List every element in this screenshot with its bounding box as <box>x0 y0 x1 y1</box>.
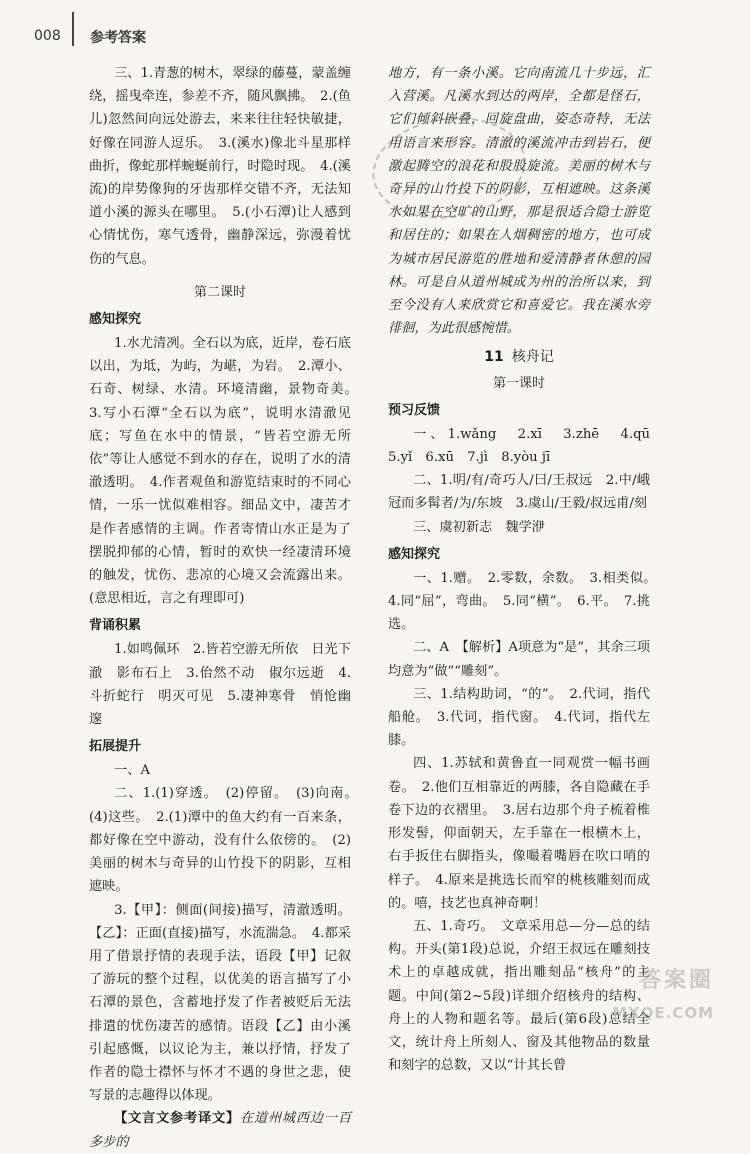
lesson-title: 第一课时 <box>492 375 545 391</box>
answer-paragraph: 五、1.奇巧。 文章采用总—分—总的结构。开头(第1段)总说，介绍王叔远在雕刻技术上的卓越成就，指出雕刻品“核舟”的主题。中间(第2~5段)详细介绍核舟的结构、舟上的人物和题名等。最后(第6段)总结全文，统计舟上所刻人、窗及其他物品的数量和刻字的总数，又以“计其长曾 <box>388 918 650 1074</box>
answer-paragraph: 1.如鸣佩环 2.皆若空游无所依 日光下澈 影布石上 3.佁然不动 俶尔远逝 4.斗折蛇行 明灭可见 5.凄神寒骨 悄怆幽邃 <box>89 642 351 728</box>
translation-continued: 地方，有一条小溪。它向南流几十步远，汇入营溪。凡溪水到达的两岸，全都是怪石，它们倾斜嵌叠，回旋盘曲，姿态奇特，无法用语言来形容。清澈的溪流冲击到岩石，便激起腾空的浪花和股股旋流。美丽的树木与奇异的山竹投下的阴影，互相遮映。这条溪水如果在空旷的山野，那是很适合隐士游览和居住的；如果在人烟稠密的地方，也可成为城市居民游览的胜地和爱清静者休憩的园林。可是自从道州城成为州的治所以来，到至今没有人来欣赏它和喜爱它。我在溪水旁徘徊，为此很感惋惜。 <box>388 66 650 337</box>
left-column <box>89 62 365 1154</box>
answer-paragraph: 三、虞初新志 魏学洢 <box>413 519 545 535</box>
section-heading: 预习反馈 <box>388 402 441 418</box>
header-divider <box>72 12 74 46</box>
answer-paragraph: 四、1.苏轼和黄鲁直一同观赏一幅书画卷。 2.他们互相靠近的两膝，各自隐藏在手卷下边的衣褶里。 3.居右边那个舟子梳着椎形发髻，仰面朝天，左手靠在一根横木上，右手扳住右脚指头，像嘬着嘴唇在吹口哨的样子。 4.原来是挑选长而窄的桃核雕刻而成的。嘻，技艺也真神奇啊！ <box>388 756 650 911</box>
answer-paragraph: 二、1.(1)穿透。 (2)停留。 (3)向南。 (4)这些。 2.(1)潭中的鱼大约有一百来条，都好像在空中游动，没有什么依傍的。 (2)美丽的树木与奇异的山竹投下的阴影，互相遮映。 <box>89 786 365 895</box>
answer-paragraph: 二、1.明/有/奇巧人/曰/王叔远 2.中/峨冠而多髯者/为/东坡 3.虞山/王毅/叔远甫/刻 <box>388 473 650 512</box>
answer-paragraph: 一、1.wǎng 2.xī 3.zhē 4.qū 5.yǐ 6.xū 7.jì 8.yòu jī <box>388 426 664 466</box>
page-number: 008 <box>34 28 61 44</box>
chapter-number: 11 <box>484 349 504 366</box>
translation-label: 【文言文参考译文】 <box>114 1111 240 1127</box>
section-heading: 感知探究 <box>89 312 142 328</box>
answer-paragraph: 一、1.赠。 2.零数，余数。 3.相类似。 4.同“屈”，弯曲。 5.同“横”。 6.平。 7.挑选。 <box>388 570 664 633</box>
answer-paragraph: 1.水尤清冽。全石以为底，近岸，卷石底以出，为坻，为屿，为嵁，为岩。 2.潭小、石奇、树绿、水清。环境清幽，景物奇美。 3.写小石潭“全石以为底”，说明水清澈见底；写鱼在水中的情景，“皆若空游无所依”等让人感觉不到水的存在，说明了水的清澈透明。 4.作者观鱼和游览结束时的不同心情，一乐一忧似难相容。细品文中，凄苦才是作者感情的主调。作者寄情山水正是为了摆脱抑郁的心情，暂时的欢快一经凄清环境的触发，忧伤、悲凉的心境又会流露出来。(意思相近，言之有理即可) <box>89 336 365 607</box>
answer-paragraph: 三、1.结构助词，“的”。 2.代词，指代船舱。 3.代词，指代窗。 4.代词，指代左膝。 <box>388 686 650 749</box>
section-heading: 背诵积累 <box>89 618 142 634</box>
answer-paragraph: 一、A <box>114 763 150 779</box>
answer-paragraph: 3.【甲】：侧面(间接)描写，清澈透明。【乙】：正面(直接)描写，水流湍急。 4.都采用了借景抒情的表现手法，语段【甲】记叙了游玩的整个过程，以优美的语言描写了小石潭的景色，含蓄地抒发了作者被贬后无法排遣的忧伤凄苦的感情。语段【乙】由小溪引起感慨，以议论为主，兼以抒情，抒发了作者的隐士襟怀与怀才不遇的身世之悲，使写景的志趣得以体现。 <box>89 902 351 1104</box>
lesson-title: 第二课时 <box>193 284 246 300</box>
page-header <box>0 0 750 60</box>
translation-paragraph <box>89 1107 351 1153</box>
watermark-logo: 答案圈 <box>638 968 714 993</box>
section-heading: 感知探究 <box>388 546 441 562</box>
answer-paragraph: 二、A 【解析】A项意为“是”，其余三项均意为“做”“雕刻”。 <box>388 640 651 679</box>
chapter-heading <box>388 346 650 369</box>
translation-text: 在道州城西边一百多步的 <box>89 1111 352 1150</box>
section-heading: 拓展提升 <box>89 739 142 755</box>
answer-paragraph: 三、1.青葱的树木，翠绿的藤蔓，蒙盖缠绕，摇曳牵连，参差不齐，随风飘拂。 2.(鱼儿)忽然间向远处游去，来来往往轻快敏捷，好像在同游人逗乐。 3.(溪水)像北斗星那样曲折，像蛇那样蜿蜒前行，时隐时现。 4.(溪流)的岸势像狗的牙齿那样交错不齐，无法知道小溪的源头在哪里。 5.(小石潭)让人感到心情忧伤，寒气透骨，幽静深远，弥漫着忧伤的气息。 <box>89 66 351 267</box>
header-title: 参考答案 <box>90 30 146 46</box>
chapter-title: 核舟记 <box>511 349 554 366</box>
watermark-url: MXQE.COM <box>612 1004 714 1022</box>
